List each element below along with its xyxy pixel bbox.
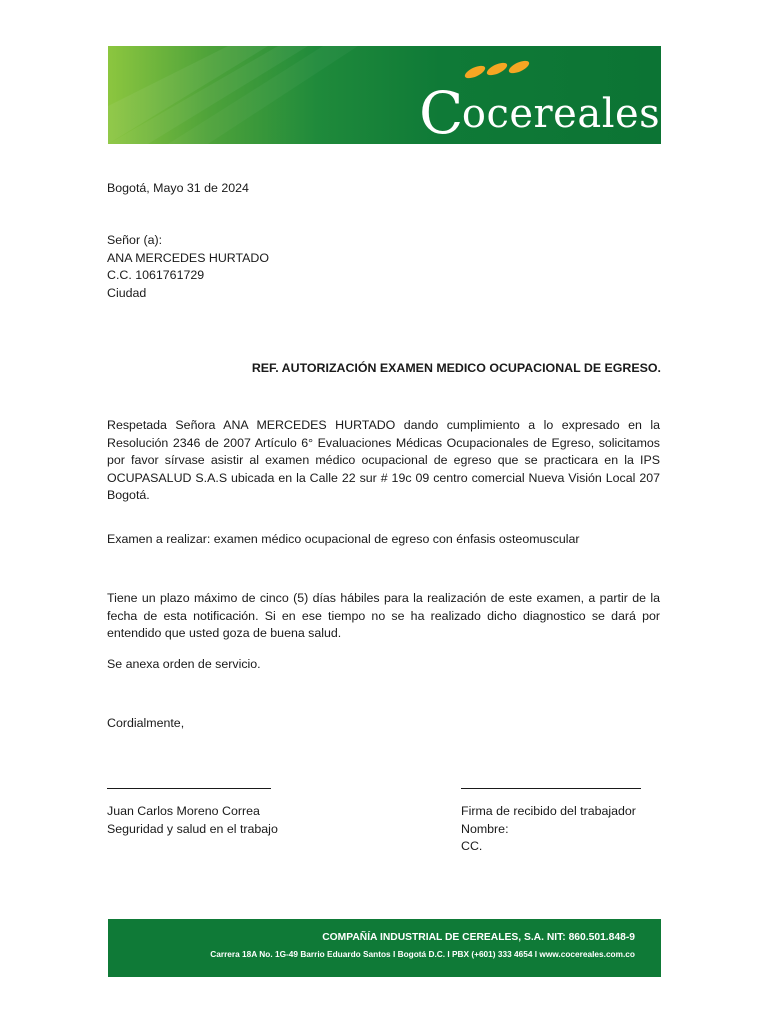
recipient-salutation: Señor (a):	[107, 233, 163, 247]
company-logo	[419, 60, 661, 144]
reference-line: REF. AUTORIZACIÓN EXAMEN MEDICO OCUPACIONAL DE EGRESO.	[251, 361, 661, 375]
recipient-name: ANA MERCEDES HURTADO	[107, 250, 270, 265]
annex-line: Se anexa orden de servicio.	[107, 657, 261, 671]
sender-signature-block	[107, 803, 278, 838]
recipient-block	[107, 232, 269, 302]
header-banner	[108, 46, 661, 144]
logo-rest: ocereales	[461, 91, 661, 137]
logo-initial: C	[419, 79, 464, 144]
exam-line: Examen a realizar: examen médico ocupacional de egreso con énfasis osteomuscular	[107, 532, 580, 546]
light-rays-decoration	[108, 46, 368, 144]
sender-role: Seguridad y salud en el trabajo	[107, 821, 278, 836]
footer-company: COMPAÑÍA INDUSTRIAL DE CEREALES, S.A. NIT: 860.501.848-9	[322, 932, 635, 943]
body-paragraph: Respetada Señora ANA MERCEDES HURTADO dando cumplimiento a lo expresado en la Resolución 2346 de 2007 Artículo 6° Evaluaciones Médicas Ocupacionales de Egreso, solicitamos por favor sírvase asistir al examen médico ocupacional de egreso que se practicara en la IPS OCUPASALUD S.A.S ubicada en la Calle 22 sur # 19c 09 centro comercial Nueva Visión Local 207 Bogotá.	[107, 418, 660, 502]
recipient-cc-label: CC.	[461, 839, 483, 853]
signature-line-recipient	[461, 788, 641, 789]
recipient-name-label: Nombre:	[461, 821, 509, 836]
sender-name: Juan Carlos Moreno Correa	[107, 804, 260, 818]
footer-address: Carrera 18A No. 1G-49 Barrio Eduardo Santos I Bogotá D.C. I PBX (+601) 333 4654 I www.cocereales.com.co	[210, 949, 635, 959]
footer-banner	[108, 919, 661, 977]
recipient-city: Ciudad	[107, 285, 147, 300]
recipient-signature-block	[461, 803, 636, 856]
deadline-paragraph: Tiene un plazo máximo de cinco (5) días hábiles para la realización de este examen, a partir de la fecha de esta notificación. Si en ese tiempo no se ha realizado dicho diagnostico se dará por entendido que usted goza de buena salud.	[107, 591, 660, 640]
signature-line-sender	[107, 788, 271, 789]
recipient-signature-title: Firma de recibido del trabajador	[461, 804, 636, 818]
closing-line: Cordialmente,	[107, 716, 185, 730]
logo-wordmark	[419, 78, 661, 144]
letter-date: Bogotá, Mayo 31 de 2024	[107, 181, 249, 195]
recipient-id: C.C. 1061761729	[107, 268, 205, 282]
wheat-leaves-icon	[463, 60, 533, 80]
